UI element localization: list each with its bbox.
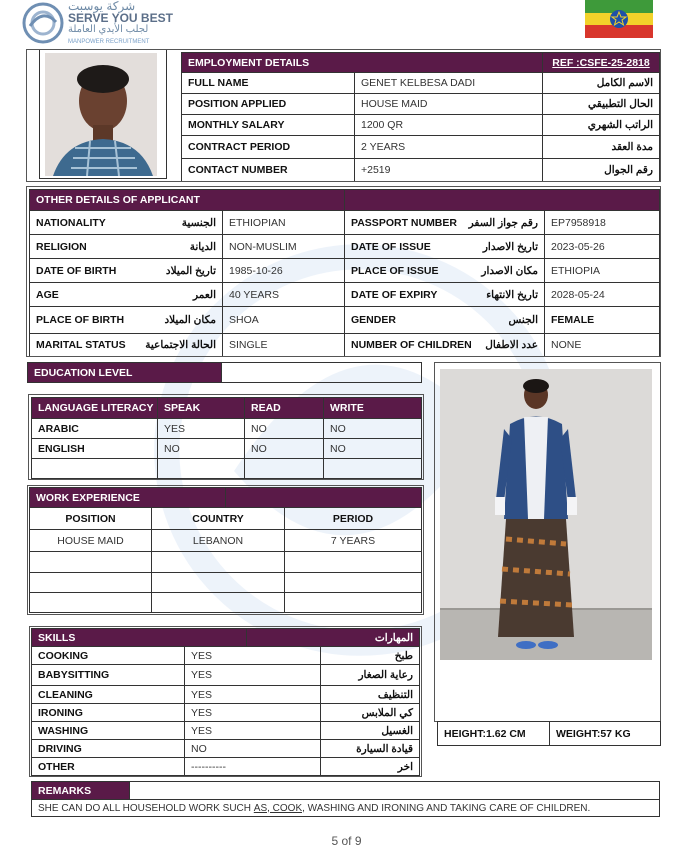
- date-of-issue-value: 2023-05-26: [544, 234, 660, 259]
- language-table-border: [28, 394, 424, 480]
- monthly-salary-arabic: الراتب الشهري: [542, 114, 660, 136]
- skill-babysitting-arabic: رعاية الصغار: [320, 664, 420, 686]
- skill-cleaning-value: YES: [184, 685, 321, 704]
- company-logo-icon: [22, 2, 64, 44]
- work-experience-border: [27, 485, 424, 615]
- skill-ironing: IRONING: [31, 703, 185, 722]
- work-period-value: 7 YEARS: [284, 529, 422, 552]
- work-period-header: PERIOD: [284, 507, 422, 530]
- language-literacy-header: LANGUAGE LITERACY: [31, 397, 158, 419]
- remarks-text-end: WASHING AND IRONING AND TAKING CARE OF CHILDREN.: [304, 802, 591, 814]
- religion-value: NON-MUSLIM: [222, 234, 345, 259]
- contract-period-label: CONTRACT PERIOD: [181, 135, 355, 159]
- page-number: 5 of 9: [331, 834, 362, 848]
- contract-period-value: 2 YEARS: [354, 135, 543, 159]
- english-speak: NO: [157, 438, 245, 459]
- skill-ironing-value: YES: [184, 703, 321, 722]
- work-country-header: COUNTRY: [151, 507, 285, 530]
- monthly-salary-label: MONTHLY SALARY: [181, 114, 355, 136]
- skill-babysitting-value: YES: [184, 664, 321, 686]
- language-english: ENGLISH: [31, 438, 158, 459]
- work-position-value: HOUSE MAID: [29, 529, 152, 552]
- marital-status-value: SINGLE: [222, 333, 345, 357]
- skill-washing-arabic: الغسيل: [320, 721, 420, 740]
- reference-number: REF :CSFE-25-2818: [542, 52, 660, 73]
- arabic-read: NO: [244, 418, 324, 439]
- position-applied-label: POSITION APPLIED: [181, 93, 355, 115]
- work-experience-header: WORK EXPERIENCE: [29, 487, 226, 508]
- skill-cleaning: CLEANING: [31, 685, 185, 704]
- height-value: HEIGHT:1.62 CM: [437, 721, 550, 746]
- remarks-text: [31, 799, 660, 817]
- speak-header: SPEAK: [157, 397, 245, 419]
- read-header: READ: [244, 397, 324, 419]
- number-of-children-label-cell: NUMBER OF CHILDREN عدد الاطفال: [344, 333, 545, 357]
- language-arabic: ARABIC: [31, 418, 158, 439]
- place-of-issue-label-cell: PLACE OF ISSUE مكان الاصدار: [344, 258, 545, 283]
- english-read: NO: [244, 438, 324, 459]
- skill-driving-arabic: قيادة السيارة: [320, 739, 420, 758]
- contact-number-arabic: رقم الجوال: [542, 158, 660, 182]
- arabic-speak: YES: [157, 418, 245, 439]
- skill-cooking-arabic: طبخ: [320, 646, 420, 665]
- skill-cooking: COOKING: [31, 646, 185, 665]
- date-of-issue-label-cell: DATE OF ISSUE تاريخ الاصدار: [344, 234, 545, 259]
- place-of-birth-value: SHOA: [222, 306, 345, 334]
- full-name-value: GENET KELBESA DADI: [354, 72, 543, 94]
- gender-label-cell: GENDER الجنس: [344, 306, 545, 334]
- weight-value: WEIGHT:57 KG: [549, 721, 661, 746]
- gender-value: FEMALE: [544, 306, 660, 334]
- full-name-arabic: الاسم الكامل: [542, 72, 660, 94]
- skill-babysitting: BABYSITTING: [31, 664, 185, 686]
- nationality-label-cell: NATIONALITY الجنسية: [29, 210, 223, 235]
- skills-header: SKILLS: [31, 628, 247, 647]
- skill-ironing-arabic: كي الملابس: [320, 703, 420, 722]
- date-of-expiry-label-cell: DATE OF EXPIRY تاريخ الانتهاء: [344, 282, 545, 307]
- religion-label-cell: RELIGION الديانة: [29, 234, 223, 259]
- skill-cleaning-arabic: التنظيف: [320, 685, 420, 704]
- contact-number-value: +2519: [354, 158, 543, 182]
- ethiopia-flag-icon: [585, 0, 653, 38]
- skill-other: OTHER: [31, 757, 185, 776]
- monthly-salary-value: 1200 QR: [354, 114, 543, 136]
- skill-washing: WASHING: [31, 721, 185, 740]
- contact-number-label: CONTACT NUMBER: [181, 158, 355, 182]
- logo-arabic-sub: لجلب الأيدي العاملة: [68, 24, 149, 35]
- work-country-value: LEBANON: [151, 529, 285, 552]
- skill-cooking-value: YES: [184, 646, 321, 665]
- date-of-birth-value: 1985-10-26: [222, 258, 345, 283]
- employment-table-border: [26, 49, 661, 182]
- other-details-header: OTHER DETAILS OF APPLICANT: [29, 189, 345, 211]
- position-applied-value: HOUSE MAID: [354, 93, 543, 115]
- write-header: WRITE: [323, 397, 422, 419]
- remarks-header-spacer: [129, 781, 660, 800]
- position-applied-arabic: الحال التطبيقي: [542, 93, 660, 115]
- skills-border: [29, 626, 422, 777]
- place-of-birth-label-cell: PLACE OF BIRTH مكان الميلاد: [29, 306, 223, 334]
- marital-status-label-cell: MARITAL STATUS الحالة الاجتماعية: [29, 333, 223, 357]
- skill-other-value: ----------: [184, 757, 321, 776]
- remarks-text-start: SHE CAN DO ALL HOUSEHOLD WORK SUCH: [38, 802, 254, 814]
- education-level-header: EDUCATION LEVEL: [27, 362, 222, 383]
- date-of-expiry-value: 2028-05-24: [544, 282, 660, 307]
- company-logo-text: [68, 0, 173, 48]
- skill-other-arabic: اخر: [320, 757, 420, 776]
- full-body-photo: [440, 369, 652, 660]
- skill-washing-value: YES: [184, 721, 321, 740]
- place-of-issue-value: ETHIOPIA: [544, 258, 660, 283]
- date-of-birth-label-cell: DATE OF BIRTH تاريخ الميلاد: [29, 258, 223, 283]
- nationality-value: ETHIOPIAN: [222, 210, 345, 235]
- passport-number-value: EP7958918: [544, 210, 660, 235]
- education-level-value: [221, 362, 422, 383]
- remarks-text-underlined: AS, COOK,: [253, 802, 305, 814]
- passport-number-label-cell: PASSPORT NUMBER رقم جواز السفر: [344, 210, 545, 235]
- skills-header-arabic: المهارات: [246, 628, 420, 647]
- skill-driving-value: NO: [184, 739, 321, 758]
- age-label-cell: AGE العمر: [29, 282, 223, 307]
- logo-tagline: MANPOWER RECRUITMENT: [68, 39, 150, 45]
- skill-driving: DRIVING: [31, 739, 185, 758]
- number-of-children-value: NONE: [544, 333, 660, 357]
- contract-period-arabic: مدة العقد: [542, 135, 660, 159]
- remarks-header: REMARKS: [31, 781, 130, 800]
- age-value: 40 YEARS: [222, 282, 345, 307]
- other-details-border: [26, 186, 661, 357]
- logo-name: SERVE YOU BEST: [68, 11, 173, 25]
- employment-details-title: EMPLOYMENT DETAILS: [188, 56, 310, 69]
- english-write: NO: [323, 438, 422, 459]
- full-name-label: FULL NAME: [181, 72, 355, 94]
- logo-arabic-name: شركة يوسبت: [68, 0, 136, 13]
- arabic-write: NO: [323, 418, 422, 439]
- work-position-header: POSITION: [29, 507, 152, 530]
